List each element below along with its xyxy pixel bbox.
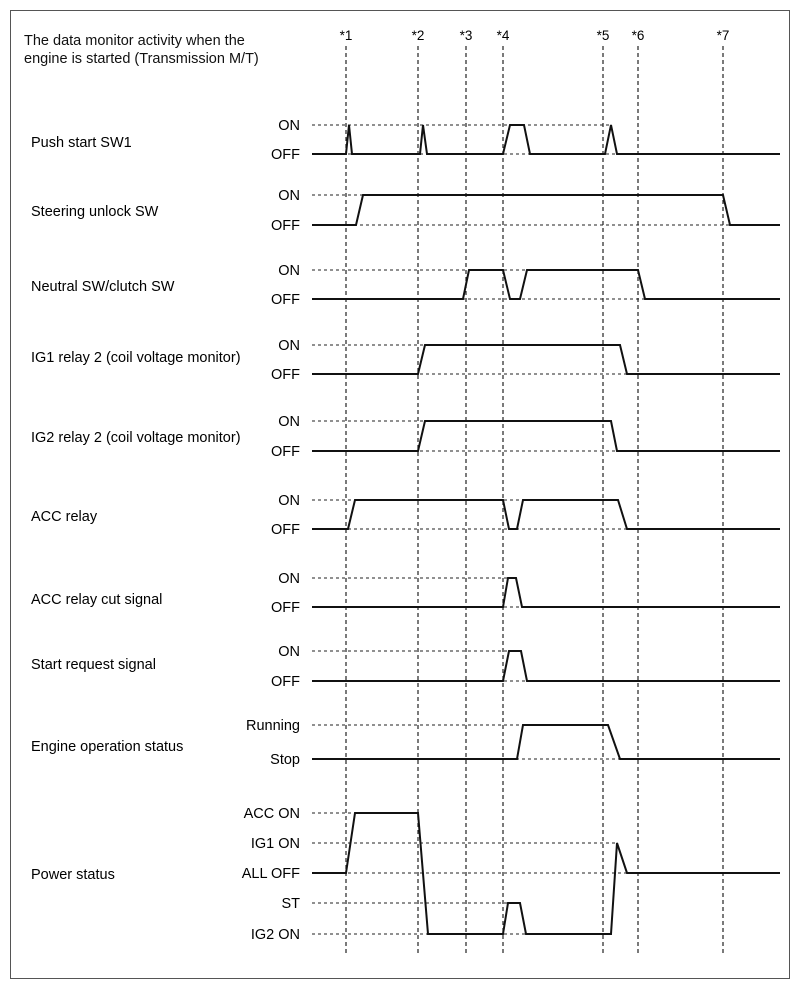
level-label-ig1-relay-2-coil-voltage-monitor-off: OFF [271, 367, 300, 383]
marker-label-3: *3 [459, 28, 473, 43]
signal-label-ig1-relay-2-coil-voltage-monitor: IG1 relay 2 (coil voltage monitor) [31, 350, 241, 366]
waveform-ig2-relay-2-coil-voltage-monitor [312, 421, 780, 451]
level-label-neutral-sw-clutch-sw-off: OFF [271, 292, 300, 308]
waveform-acc-relay [312, 500, 780, 529]
signal-label-power-status: Power status [31, 867, 115, 883]
level-label-steering-unlock-sw-on: ON [278, 188, 300, 204]
marker-label-7: *7 [716, 28, 730, 43]
level-label-acc-relay-off: OFF [271, 522, 300, 538]
waveform-engine-operation-status [312, 725, 780, 759]
level-label-engine-operation-status-stop: Stop [270, 752, 300, 768]
marker-label-2: *2 [411, 28, 425, 43]
level-label-start-request-signal-off: OFF [271, 674, 300, 690]
level-label-power-status-all-off: ALL OFF [241, 866, 300, 882]
waveform-neutral-sw-clutch-sw [312, 270, 780, 299]
level-label-ig2-relay-2-coil-voltage-monitor-off: OFF [271, 444, 300, 460]
level-label-power-status-ig1-on: IG1 ON [250, 836, 300, 852]
signal-label-acc-relay: ACC relay [31, 509, 98, 525]
signal-label-ig2-relay-2-coil-voltage-monitor: IG2 relay 2 (coil voltage monitor) [31, 430, 241, 446]
level-label-start-request-signal-on: ON [278, 644, 300, 660]
signal-label-push-start-sw1: Push start SW1 [31, 135, 132, 151]
level-label-acc-relay-cut-signal-on: ON [278, 571, 300, 587]
marker-label-5: *5 [596, 28, 610, 43]
level-label-acc-relay-cut-signal-off: OFF [271, 600, 300, 616]
signal-label-engine-operation-status: Engine operation status [31, 739, 184, 755]
waveform-start-request-signal [312, 651, 780, 681]
level-label-power-status-acc-on: ACC ON [243, 806, 300, 822]
marker-label-1: *1 [339, 28, 353, 43]
marker-label-6: *6 [631, 28, 645, 43]
level-label-push-start-sw1-on: ON [278, 118, 300, 134]
level-label-engine-operation-status-running: Running [245, 718, 300, 734]
waveform-acc-relay-cut-signal [312, 578, 780, 607]
level-label-power-status-ig2-on: IG2 ON [250, 927, 300, 943]
level-label-ig2-relay-2-coil-voltage-monitor-on: ON [278, 414, 300, 430]
level-label-ig1-relay-2-coil-voltage-monitor-on: ON [278, 338, 300, 354]
signal-label-start-request-signal: Start request signal [31, 657, 156, 673]
level-label-push-start-sw1-off: OFF [271, 147, 300, 163]
signal-label-acc-relay-cut-signal: ACC relay cut signal [31, 592, 163, 608]
level-label-acc-relay-on: ON [278, 493, 300, 509]
diagram-title: The data monitor activity when the engine is started (Transmission M/T) [24, 33, 259, 67]
level-label-steering-unlock-sw-off: OFF [271, 218, 300, 234]
marker-label-4: *4 [496, 28, 510, 43]
level-label-power-status-st: ST [281, 896, 300, 912]
level-label-neutral-sw-clutch-sw-on: ON [278, 263, 300, 279]
signal-label-steering-unlock-sw: Steering unlock SW [31, 204, 159, 220]
signal-label-neutral-sw-clutch-sw: Neutral SW/clutch SW [31, 279, 175, 295]
waveform-steering-unlock-sw [312, 195, 780, 225]
waveform-ig1-relay-2-coil-voltage-monitor [312, 345, 780, 374]
waveform-push-start-sw1 [312, 125, 780, 154]
